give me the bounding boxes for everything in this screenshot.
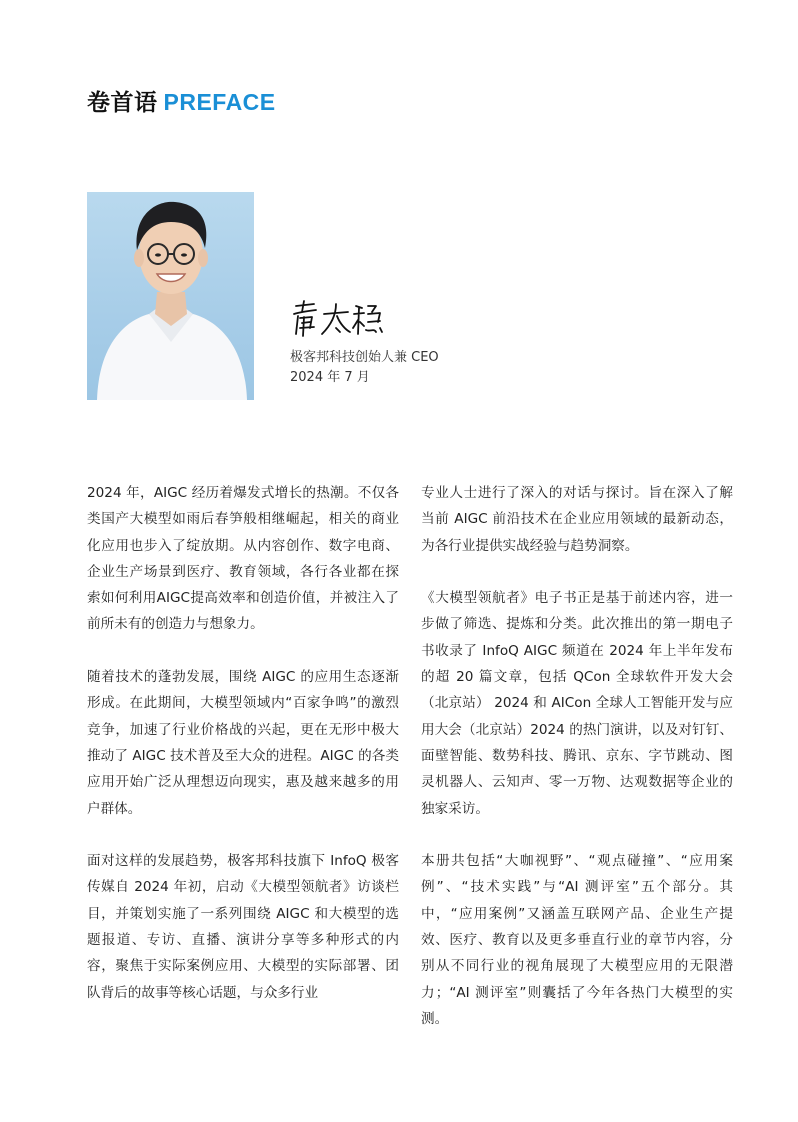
paragraph: 《大模型领航者》电子书正是基于前述内容，进一步做了筛选、提炼和分类。此次推出的第一期电子书收录了 InfoQ AIGC 频道在 2024 年上半年发布的超 20 篇文章，包括 QCon 全球软件开发大会（北京站） 2024 和 AICon 全球人工智能开发与应用大会（北京站）2024 的热门演讲，以及对钉钉、面壁智能、数势科技、腾讯、京东、字节跳动、图灵机器人、云知声、零一万物、达观数据等企业的独家采访。 bbox=[421, 590, 733, 817]
signature-image bbox=[290, 298, 385, 338]
page-title bbox=[87, 84, 276, 117]
title-english: PREFACE bbox=[163, 89, 276, 115]
author-role: 极客邦科技创始人兼 CEO bbox=[290, 350, 439, 365]
paragraph: 随着技术的蓬勃发展，围绕 AIGC 的应用生态逐渐形成。在此期间，大模型领域内“百家争鸣”的激烈竞争，加速了行业价格战的兴起，更在无形中极大推动了 AIGC 技术普及至大众的进程。AIGC 的各类应用开始广泛从理想迈向现实，惠及越来越多的用户群体。 bbox=[87, 669, 399, 817]
body-column-right bbox=[421, 480, 733, 1059]
author-date: 2024 年 7 月 bbox=[290, 370, 370, 385]
paragraph: 专业人士进行了深入的对话与探讨。旨在深入了解当前 AIGC 前沿技术在企业应用领域的最新动态，为各行业提供实战经验与趋势洞察。 bbox=[421, 485, 733, 554]
title-chinese: 卷首语 bbox=[87, 90, 158, 116]
paragraph: 本册共包括“大咖视野”、“观点碰撞”、“应用案例”、“技术实践”与“AI 测评室”五个部分。其中，“应用案例”又涵盖互联网产品、企业生产提效、医疗、教育以及更多垂直行业的章节内容，分别从不同行业的视角展现了大模型应用的无限潜力；“AI 测评室”则囊括了今年各热门大模型的实测。 bbox=[421, 853, 733, 1027]
paragraph: 面对这样的发展趋势，极客邦科技旗下 InfoQ 极客传媒自 2024 年初，启动《大模型领航者》访谈栏目，并策划实施了一系列围绕 AIGC 和大模型的选题报道、专访、直播、演讲分享等多种形式的内容，聚焦于实际案例应用、大模型的实际部署、团队背后的故事等核心话题，与众多行业 bbox=[87, 853, 399, 1001]
body-column-left bbox=[87, 480, 399, 1032]
paragraph: 2024 年，AIGC 经历着爆发式增长的热潮。不仅各类国产大模型如雨后春笋般相继崛起，相关的商业化应用也步入了绽放期。从内容创作、数字电商、企业生产场景到医疗、教育领域，各行各业都在探索如何利用AIGC提高效率和创造价值，并被注入了前所未有的创造力与想象力。 bbox=[87, 485, 399, 633]
author-portrait bbox=[87, 192, 254, 400]
